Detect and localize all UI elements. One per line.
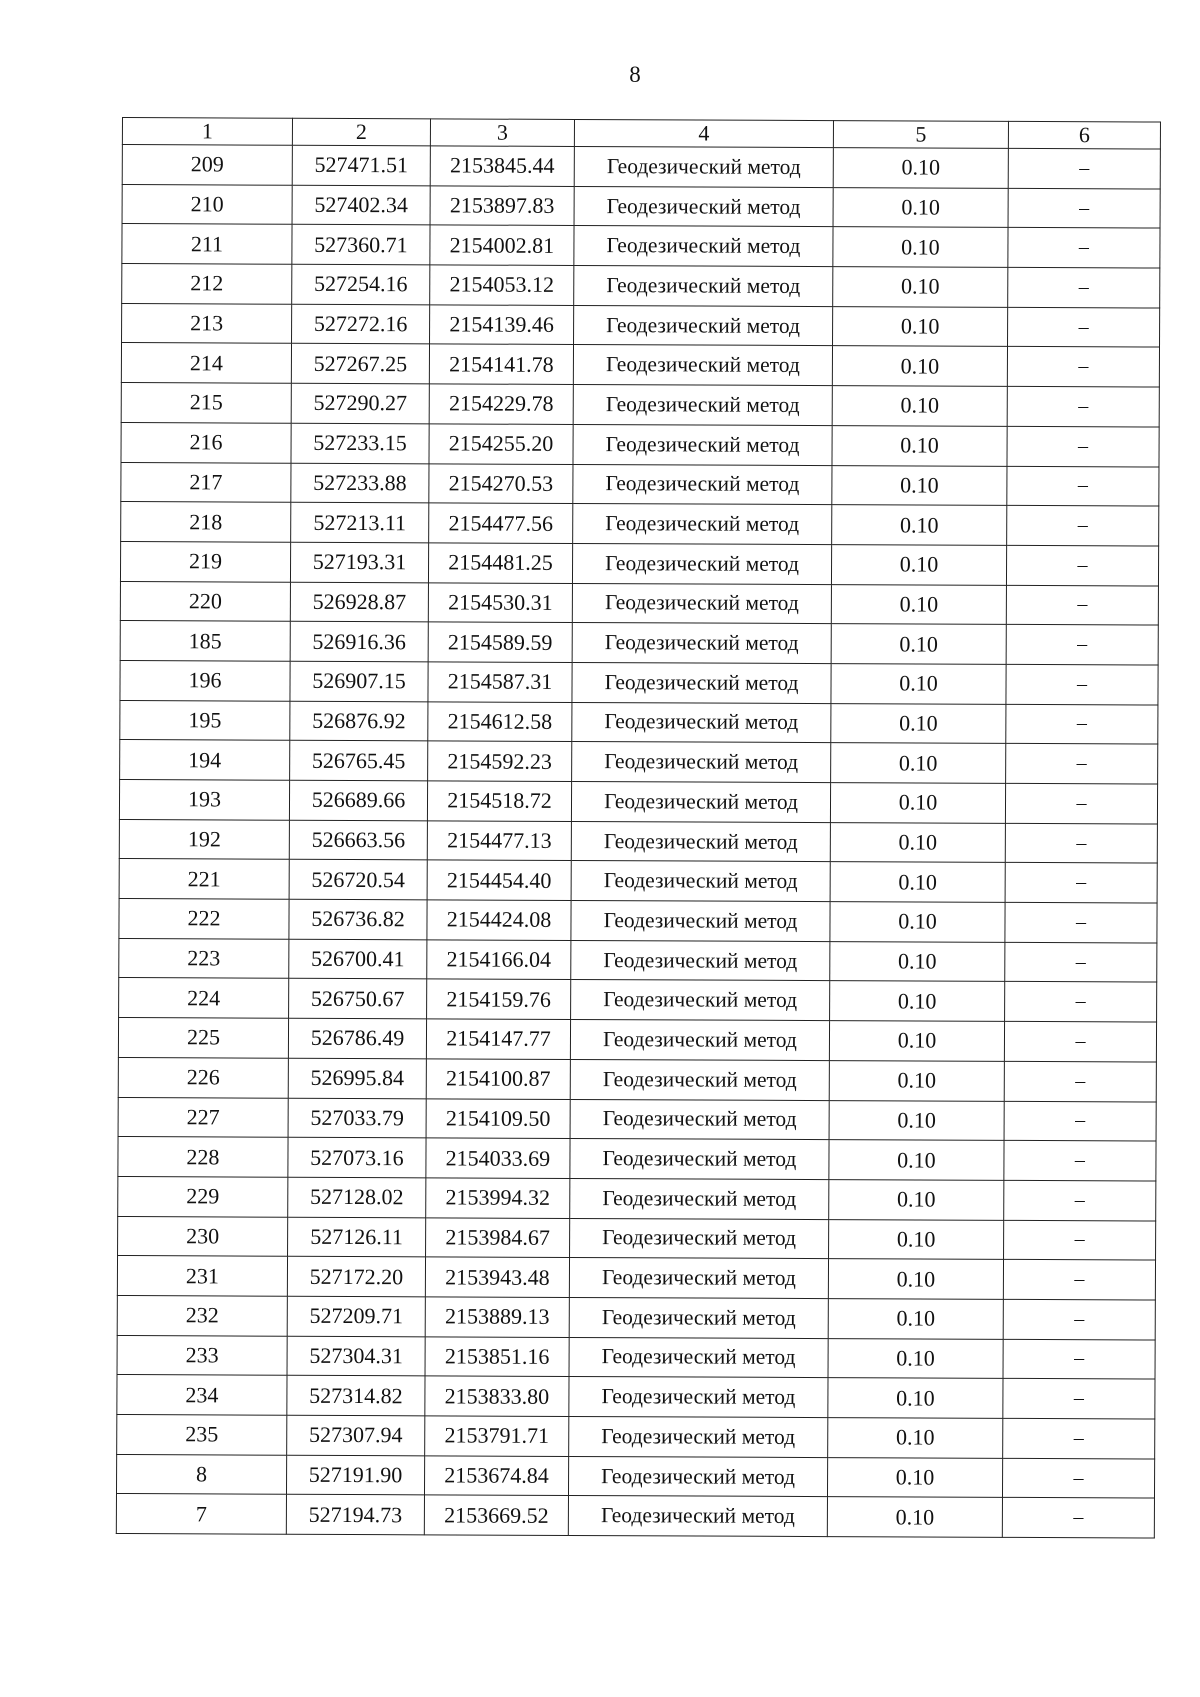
description-cell: – <box>1005 902 1157 942</box>
table-row <box>120 660 1158 704</box>
accuracy-cell: 0.10 <box>833 267 1008 307</box>
point-number-cell: 222 <box>119 899 289 939</box>
description-cell: – <box>1006 744 1158 784</box>
point-number-cell: 230 <box>118 1216 288 1256</box>
method-cell: Геодезический метод <box>571 940 830 981</box>
table-body <box>116 145 1160 1539</box>
description-cell: – <box>1008 267 1160 307</box>
description-cell: – <box>1002 1498 1154 1538</box>
x-coordinate-cell: 527307.94 <box>287 1415 425 1455</box>
y-coordinate-cell: 2153851.16 <box>425 1336 569 1376</box>
table-row <box>118 1176 1156 1220</box>
table-row <box>119 819 1157 863</box>
y-coordinate-cell: 2154255.20 <box>429 424 573 464</box>
description-cell: – <box>1004 1141 1156 1181</box>
accuracy-cell: 0.10 <box>832 386 1007 426</box>
description-cell: – <box>1004 1220 1156 1260</box>
description-cell: – <box>1005 823 1157 863</box>
table-row <box>121 343 1159 387</box>
y-coordinate-cell: 2153994.32 <box>426 1178 570 1218</box>
accuracy-cell: 0.10 <box>828 1259 1003 1299</box>
y-coordinate-cell: 2154033.69 <box>426 1138 570 1178</box>
x-coordinate-cell: 526736.82 <box>289 899 427 939</box>
table-row <box>121 383 1159 427</box>
column-header-1: 1 <box>122 118 292 146</box>
point-number-cell: 235 <box>117 1414 287 1454</box>
y-coordinate-cell: 2154159.76 <box>427 979 571 1019</box>
accuracy-cell: 0.10 <box>827 1457 1002 1497</box>
x-coordinate-cell: 527272.16 <box>292 304 430 344</box>
y-coordinate-cell: 2153674.84 <box>424 1456 568 1496</box>
table-row <box>120 581 1158 625</box>
description-cell: – <box>1008 148 1160 188</box>
x-coordinate-cell: 526700.41 <box>289 939 427 979</box>
y-coordinate-cell: 2154477.56 <box>429 503 573 543</box>
description-cell: – <box>1007 386 1159 426</box>
y-coordinate-cell: 2154454.40 <box>427 860 571 900</box>
method-cell: Геодезический метод <box>572 583 831 624</box>
y-coordinate-cell: 2154002.81 <box>430 225 574 265</box>
description-cell: – <box>1002 1458 1154 1498</box>
coordinates-table <box>116 117 1161 1539</box>
table-row <box>120 621 1158 665</box>
description-cell: – <box>1006 545 1158 585</box>
x-coordinate-cell: 526786.49 <box>288 1018 426 1058</box>
x-coordinate-cell: 527254.16 <box>292 264 430 304</box>
accuracy-cell: 0.10 <box>830 902 1005 942</box>
table-row <box>117 1375 1155 1419</box>
method-cell: Геодезический метод <box>573 385 832 426</box>
page-number: 8 <box>629 62 641 87</box>
table-row <box>122 224 1160 268</box>
x-coordinate-cell: 526928.87 <box>290 582 428 622</box>
description-cell: – <box>1003 1418 1155 1458</box>
accuracy-cell: 0.10 <box>829 1060 1004 1100</box>
y-coordinate-cell: 2154530.31 <box>428 582 572 622</box>
description-cell: – <box>1006 585 1158 625</box>
accuracy-cell: 0.10 <box>829 1219 1004 1259</box>
y-coordinate-cell: 2153669.52 <box>424 1495 568 1535</box>
table-row <box>122 303 1160 347</box>
accuracy-cell: 0.10 <box>832 505 1007 545</box>
description-cell: – <box>1007 506 1159 546</box>
method-cell: Геодезический метод <box>574 186 833 227</box>
method-cell: Геодезический метод <box>571 821 830 862</box>
method-cell: Геодезический метод <box>573 504 832 545</box>
table-row <box>118 1018 1156 1062</box>
y-coordinate-cell: 2153845.44 <box>430 146 574 186</box>
table-row <box>117 1256 1155 1300</box>
accuracy-cell: 0.10 <box>829 1140 1004 1180</box>
y-coordinate-cell: 2154481.25 <box>428 543 572 583</box>
accuracy-cell: 0.10 <box>828 1378 1003 1418</box>
method-cell: Геодезический метод <box>574 305 833 346</box>
accuracy-cell: 0.10 <box>832 465 1007 505</box>
description-cell: – <box>1008 188 1160 228</box>
point-number-cell: 223 <box>119 938 289 978</box>
method-cell: Геодезический метод <box>571 980 830 1021</box>
description-cell: – <box>1006 664 1158 704</box>
method-cell: Геодезический метод <box>568 1496 827 1537</box>
y-coordinate-cell: 2154612.58 <box>428 701 572 741</box>
y-coordinate-cell: 2154141.78 <box>429 344 573 384</box>
method-cell: Геодезический метод <box>574 226 833 267</box>
table-row <box>119 899 1157 943</box>
method-cell: Геодезический метод <box>572 702 831 743</box>
description-cell: – <box>1003 1339 1155 1379</box>
accuracy-cell: 0.10 <box>833 148 1008 188</box>
method-cell: Геодезический метод <box>569 1258 828 1299</box>
point-number-cell: 221 <box>119 859 289 899</box>
accuracy-cell: 0.10 <box>831 703 1006 743</box>
table-row <box>119 779 1157 823</box>
y-coordinate-cell: 2153897.83 <box>430 186 574 226</box>
accuracy-cell: 0.10 <box>831 584 1006 624</box>
column-header-4: 4 <box>574 119 833 147</box>
y-coordinate-cell: 2154587.31 <box>428 662 572 702</box>
point-number-cell: 227 <box>118 1097 288 1137</box>
point-number-cell: 216 <box>121 422 291 462</box>
description-cell: – <box>1008 307 1160 347</box>
point-number-cell: 7 <box>116 1494 286 1534</box>
point-number-cell: 209 <box>122 145 292 185</box>
point-number-cell: 234 <box>117 1375 287 1415</box>
x-coordinate-cell: 527126.11 <box>288 1217 426 1257</box>
description-cell: – <box>1004 1101 1156 1141</box>
point-number-cell: 229 <box>118 1176 288 1216</box>
x-coordinate-cell: 526876.92 <box>290 701 428 741</box>
y-coordinate-cell: 2154053.12 <box>430 265 574 305</box>
accuracy-cell: 0.10 <box>828 1338 1003 1378</box>
y-coordinate-cell: 2154139.46 <box>430 305 574 345</box>
y-coordinate-cell: 2154100.87 <box>426 1059 570 1099</box>
y-coordinate-cell: 2154477.13 <box>427 821 571 861</box>
table-row <box>116 1454 1154 1498</box>
y-coordinate-cell: 2153833.80 <box>425 1376 569 1416</box>
method-cell: Геодезический метод <box>571 861 830 902</box>
table-row <box>122 264 1160 308</box>
point-number-cell: 232 <box>117 1295 287 1335</box>
method-cell: Геодезический метод <box>572 662 831 703</box>
point-number-cell: 194 <box>120 740 290 780</box>
table-row <box>117 1335 1155 1379</box>
column-header-5: 5 <box>833 121 1008 149</box>
x-coordinate-cell: 526663.56 <box>289 820 427 860</box>
accuracy-cell: 0.10 <box>830 862 1005 902</box>
method-cell: Геодезический метод <box>570 1099 829 1140</box>
description-cell: – <box>1004 1180 1156 1220</box>
point-number-cell: 195 <box>120 700 290 740</box>
point-number-cell: 218 <box>121 502 291 542</box>
point-number-cell: 214 <box>121 343 291 383</box>
point-number-cell: 226 <box>118 1057 288 1097</box>
y-coordinate-cell: 2154270.53 <box>429 463 573 503</box>
y-coordinate-cell: 2154589.59 <box>428 622 572 662</box>
y-coordinate-cell: 2154229.78 <box>429 384 573 424</box>
accuracy-cell: 0.10 <box>831 544 1006 584</box>
description-cell: – <box>1005 982 1157 1022</box>
y-coordinate-cell: 2153791.71 <box>425 1416 569 1456</box>
x-coordinate-cell: 527033.79 <box>288 1098 426 1138</box>
x-coordinate-cell: 527209.71 <box>287 1296 425 1336</box>
table-row <box>118 1137 1156 1181</box>
x-coordinate-cell: 527213.11 <box>291 502 429 542</box>
point-number-cell: 213 <box>122 303 292 343</box>
method-cell: Геодезический метод <box>574 266 833 307</box>
method-cell: Геодезический метод <box>570 1139 829 1180</box>
accuracy-cell: 0.10 <box>827 1497 1002 1537</box>
accuracy-cell: 0.10 <box>829 1021 1004 1061</box>
accuracy-cell: 0.10 <box>833 227 1008 267</box>
description-cell: – <box>1007 426 1159 466</box>
accuracy-cell: 0.10 <box>829 1100 1004 1140</box>
accuracy-cell: 0.10 <box>828 1418 1003 1458</box>
table-row <box>119 938 1157 982</box>
x-coordinate-cell: 526720.54 <box>289 860 427 900</box>
accuracy-cell: 0.10 <box>833 187 1008 227</box>
x-coordinate-cell: 527172.20 <box>287 1256 425 1296</box>
point-number-cell: 217 <box>121 462 291 502</box>
y-coordinate-cell: 2154147.77 <box>426 1019 570 1059</box>
table-row <box>117 1295 1155 1339</box>
x-coordinate-cell: 527402.34 <box>292 185 430 225</box>
method-cell: Геодезический метод <box>570 1059 829 1100</box>
description-cell: – <box>1005 942 1157 982</box>
accuracy-cell: 0.10 <box>828 1299 1003 1339</box>
x-coordinate-cell: 527314.82 <box>287 1376 425 1416</box>
y-coordinate-cell: 2153943.48 <box>425 1257 569 1297</box>
x-coordinate-cell: 527290.27 <box>291 383 429 423</box>
point-number-cell: 8 <box>116 1454 286 1494</box>
x-coordinate-cell: 526750.67 <box>289 979 427 1019</box>
point-number-cell: 192 <box>119 819 289 859</box>
accuracy-cell: 0.10 <box>830 822 1005 862</box>
table-row <box>122 145 1160 189</box>
table-row <box>119 978 1157 1022</box>
x-coordinate-cell: 527128.02 <box>288 1177 426 1217</box>
point-number-cell: 196 <box>120 660 290 700</box>
method-cell: Геодезический метод <box>568 1456 827 1497</box>
y-coordinate-cell: 2154518.72 <box>427 781 571 821</box>
column-header-2: 2 <box>292 118 430 146</box>
description-cell: – <box>1003 1260 1155 1300</box>
table-row <box>118 1216 1156 1260</box>
description-cell: – <box>1007 466 1159 506</box>
point-number-cell: 193 <box>119 779 289 819</box>
method-cell: Геодезический метод <box>573 345 832 386</box>
table-row <box>121 422 1159 466</box>
method-cell: Геодезический метод <box>573 464 832 505</box>
point-number-cell: 212 <box>122 264 292 304</box>
y-coordinate-cell: 2154166.04 <box>427 940 571 980</box>
x-coordinate-cell: 527194.73 <box>286 1495 424 1535</box>
point-number-cell: 231 <box>117 1256 287 1296</box>
point-number-cell: 215 <box>121 383 291 423</box>
table-row <box>120 740 1158 784</box>
method-cell: Геодезический метод <box>569 1377 828 1418</box>
method-cell: Геодезический метод <box>571 901 830 942</box>
description-cell: – <box>1003 1299 1155 1339</box>
point-number-cell: 233 <box>117 1335 287 1375</box>
column-header-3: 3 <box>430 119 574 147</box>
table-row <box>121 502 1159 546</box>
x-coordinate-cell: 527267.25 <box>291 344 429 384</box>
x-coordinate-cell: 527191.90 <box>286 1455 424 1495</box>
table-row <box>117 1414 1155 1458</box>
table-row <box>121 462 1159 506</box>
description-cell: – <box>1006 625 1158 665</box>
accuracy-cell: 0.10 <box>829 1179 1004 1219</box>
point-number-cell: 219 <box>120 541 290 581</box>
method-cell: Геодезический метод <box>572 543 831 584</box>
x-coordinate-cell: 526916.36 <box>290 621 428 661</box>
x-coordinate-cell: 527073.16 <box>288 1137 426 1177</box>
description-cell: – <box>1005 863 1157 903</box>
description-cell: – <box>1006 704 1158 744</box>
method-cell: Геодезический метод <box>570 1020 829 1061</box>
column-header-6: 6 <box>1008 121 1160 149</box>
table-row <box>116 1494 1154 1538</box>
table-row <box>120 700 1158 744</box>
x-coordinate-cell: 526907.15 <box>290 661 428 701</box>
description-cell: – <box>1008 228 1160 268</box>
point-number-cell: 211 <box>122 224 292 264</box>
accuracy-cell: 0.10 <box>833 306 1008 346</box>
point-number-cell: 220 <box>120 581 290 621</box>
description-cell: – <box>1007 347 1159 387</box>
x-coordinate-cell: 526765.45 <box>290 741 428 781</box>
point-number-cell: 185 <box>120 621 290 661</box>
y-coordinate-cell: 2154592.23 <box>428 741 572 781</box>
table-row <box>120 541 1158 585</box>
y-coordinate-cell: 2154109.50 <box>426 1098 570 1138</box>
accuracy-cell: 0.10 <box>831 624 1006 664</box>
y-coordinate-cell: 2153889.13 <box>425 1297 569 1337</box>
method-cell: Геодезический метод <box>573 424 832 465</box>
method-cell: Геодезический метод <box>572 623 831 664</box>
point-number-cell: 210 <box>122 184 292 224</box>
method-cell: Геодезический метод <box>572 742 831 783</box>
accuracy-cell: 0.10 <box>832 346 1007 386</box>
description-cell: – <box>1005 783 1157 823</box>
table-row <box>118 1097 1156 1141</box>
accuracy-cell: 0.10 <box>830 981 1005 1021</box>
table-row <box>119 859 1157 903</box>
x-coordinate-cell: 527193.31 <box>290 542 428 582</box>
point-number-cell: 225 <box>118 1018 288 1058</box>
method-cell: Геодезический метод <box>574 146 833 187</box>
x-coordinate-cell: 527471.51 <box>292 145 430 185</box>
method-cell: Геодезический метод <box>569 1297 828 1338</box>
point-number-cell: 224 <box>119 978 289 1018</box>
description-cell: – <box>1004 1061 1156 1101</box>
x-coordinate-cell: 527233.88 <box>291 463 429 503</box>
method-cell: Геодезический метод <box>570 1178 829 1219</box>
x-coordinate-cell: 527304.31 <box>287 1336 425 1376</box>
method-cell: Геодезический метод <box>569 1337 828 1378</box>
table-row <box>122 184 1160 228</box>
accuracy-cell: 0.10 <box>830 941 1005 981</box>
point-number-cell: 228 <box>118 1137 288 1177</box>
method-cell: Геодезический метод <box>571 781 830 822</box>
x-coordinate-cell: 527233.15 <box>291 423 429 463</box>
x-coordinate-cell: 526689.66 <box>289 780 427 820</box>
accuracy-cell: 0.10 <box>830 783 1005 823</box>
method-cell: Геодезический метод <box>569 1416 828 1457</box>
accuracy-cell: 0.10 <box>831 664 1006 704</box>
description-cell: – <box>1004 1021 1156 1061</box>
description-cell: – <box>1003 1379 1155 1419</box>
accuracy-cell: 0.10 <box>832 425 1007 465</box>
accuracy-cell: 0.10 <box>831 743 1006 783</box>
method-cell: Геодезический метод <box>570 1218 829 1259</box>
y-coordinate-cell: 2153984.67 <box>426 1217 570 1257</box>
y-coordinate-cell: 2154424.08 <box>427 900 571 940</box>
x-coordinate-cell: 526995.84 <box>288 1058 426 1098</box>
x-coordinate-cell: 527360.71 <box>292 225 430 265</box>
table-row <box>118 1057 1156 1101</box>
